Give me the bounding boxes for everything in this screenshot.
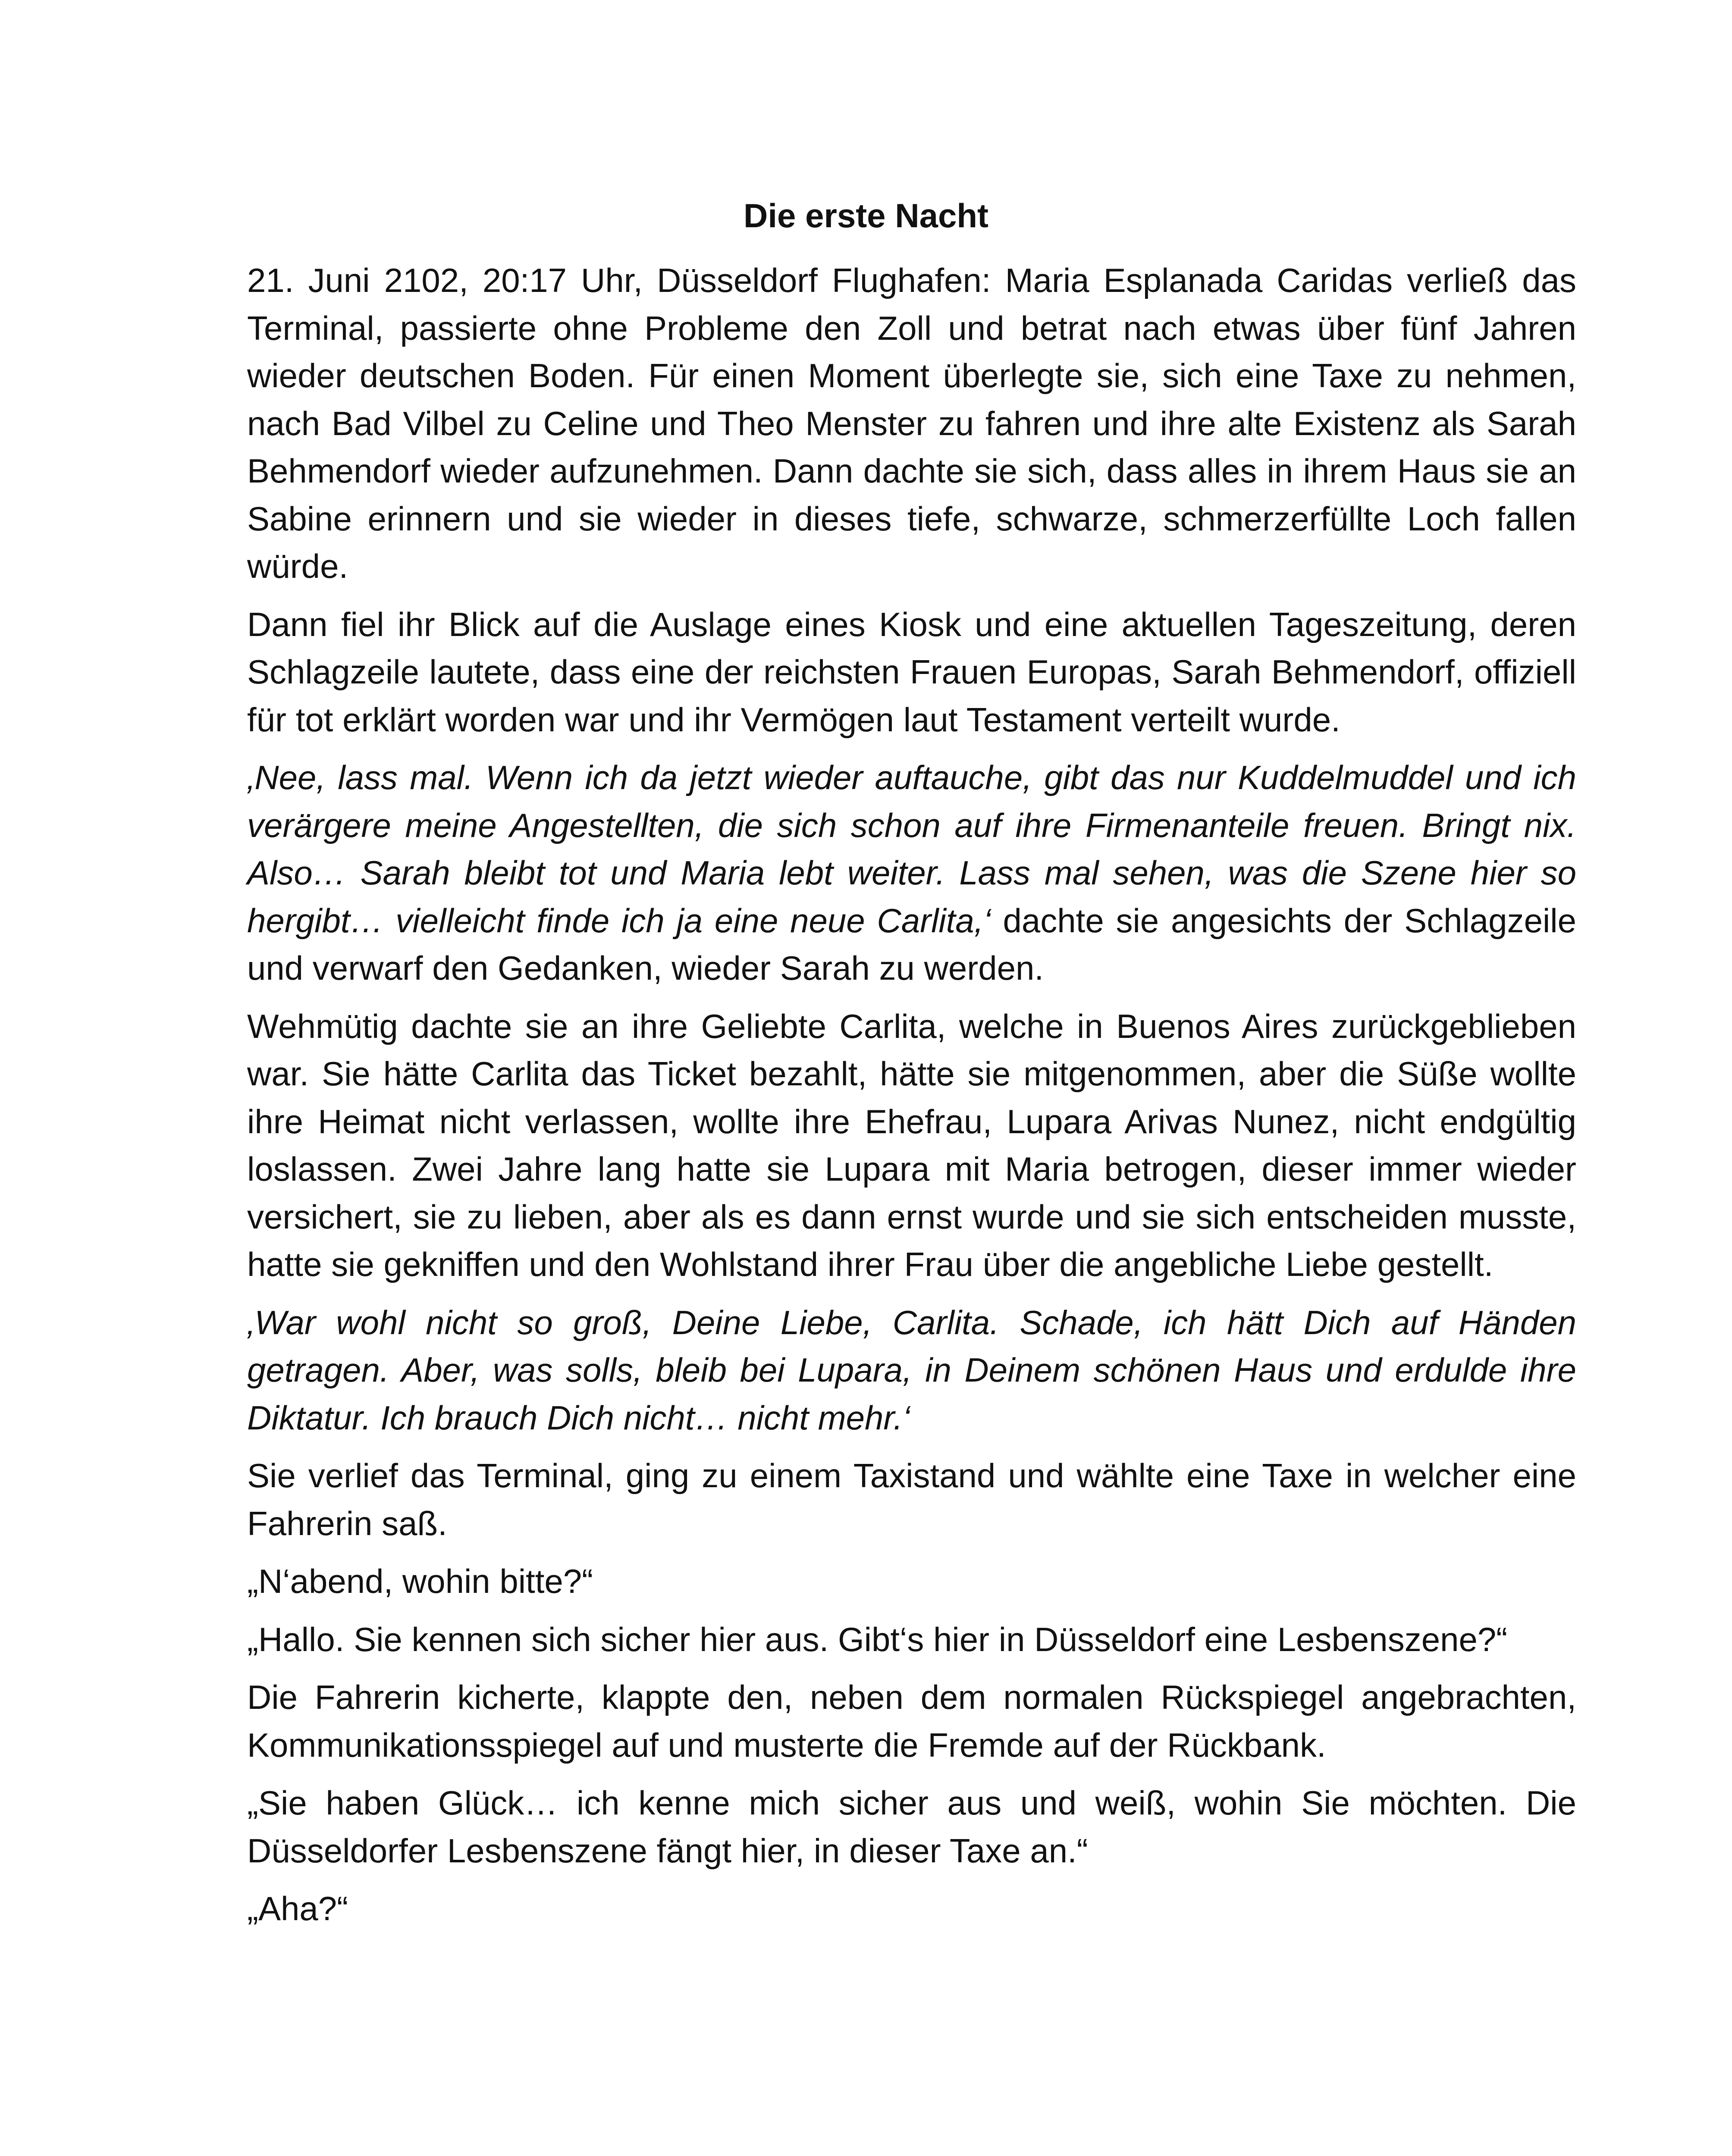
paragraph-dialogue-aha: „Aha?“ [247, 1890, 348, 1927]
paragraph-carlita: Wehmütig dachte sie an ihre Geliebte Carlita, welche in Buenos Aires zurückgeblieben war. Sie hätte Carlita das Ticket bezahlt, hätte sie mitgenommen, aber die Süße wollte ihre Heimat nicht verlassen, wollte ihre Ehefrau, Lupara Arivas Nunez, nicht endgültig loslassen. Zwei Jahre lang hatte sie Lupara mit Maria betrogen, dieser immer wieder versichert, sie zu lieben, aber als es dann ernst wurde und sie sich entscheiden musste, hatte sie gekniffen und den Wohlstand ihrer Frau über die angebliche Liebe gestellt. [247, 1007, 1576, 1283]
inner-thought-text: ‚Nee, lass mal. Wenn ich da jetzt wieder auftauche, gibt das nur Kuddelmuddel und ich verärgere meine Angestellten, die sich schon auf ihre Firmenanteile freuen. Bringt nix. Also… Sarah bleibt tot und Maria lebt weiter. Lass mal sehen, was die Szene hier so hergibt… vielleicht finde ich ja eine neue Carlita,‘ [247, 758, 1576, 940]
narration-text: dachte sie angesichts der Schlagzeile und verwarf den Gedanken, wieder Sarah zu werden. [247, 901, 1576, 987]
paragraph-arrival: 21. Juni 2102, 20:17 Uhr, Düsseldorf Flughafen: Maria Esplanada Caridas verließ das Terminal, passierte ohne Probleme den Zoll und betrat nach etwas über fünf Jahren wieder deutschen Boden. Für einen Moment überlegte sie, sich eine Taxe zu nehmen, nach Bad Vilbel zu Celine und Theo Menster zu fahren und ihre alte Existenz als Sarah Behmendorf wieder aufzunehmen. Dann dachte sie sich, dass alles in ihrem Haus sie an Sabine erinnern und sie wieder in dieses tiefe, schwarze, schmerzerfüllte Loch fallen würde. [247, 261, 1576, 585]
paragraph-newspaper: Dann fiel ihr Blick auf die Auslage eines Kiosk und eine aktuellen Tageszeitung, deren Schlagzeile lautete, dass eine der reichsten Frauen Europas, Sarah Behmendorf, offiziell für tot erklärt worden war und ihr Vermögen laut Testament verteilt wurde. [247, 605, 1576, 739]
paragraph-dialogue-driver-answer: „Sie haben Glück… ich kenne mich sicher aus und weiß, wohin Sie möchten. Die Düsseldorfer Lesbenszene fängt hier, in dieser Taxe an.“ [247, 1784, 1576, 1870]
paragraph-inner-thought-carlita: ‚War wohl nicht so groß, Deine Liebe, Carlita. Schade, ich hätt Dich auf Händen getragen. Aber, was solls, bleib bei Lupara, in Deinem schönen Haus und erdulde ihre Diktatur. Ich brauch Dich nicht… nicht mehr.‘ [247, 1303, 1576, 1437]
paragraph-driver-mirror: Die Fahrerin kicherte, klappte den, neben dem normalen Rückspiegel angebrachten, Kommunikationsspiegel auf und musterte die Fremde auf der Rückbank. [247, 1678, 1576, 1764]
chapter-body [247, 257, 1576, 1943]
paragraph-dialogue-driver-greeting: „N‘abend, wohin bitte?“ [247, 1562, 593, 1600]
paragraph-inner-thought-sarah [247, 754, 1576, 992]
paragraph-taxi-stand: Sie verlief das Terminal, ging zu einem Taxistand und wählte eine Taxe in welcher eine Fahrerin saß. [247, 1457, 1576, 1542]
paragraph-dialogue-maria-question: „Hallo. Sie kennen sich sicher hier aus. Gibt‘s hier in Düsseldorf eine Lesbenszene?“ [247, 1620, 1508, 1658]
chapter-title: Die erste Nacht [744, 197, 988, 235]
